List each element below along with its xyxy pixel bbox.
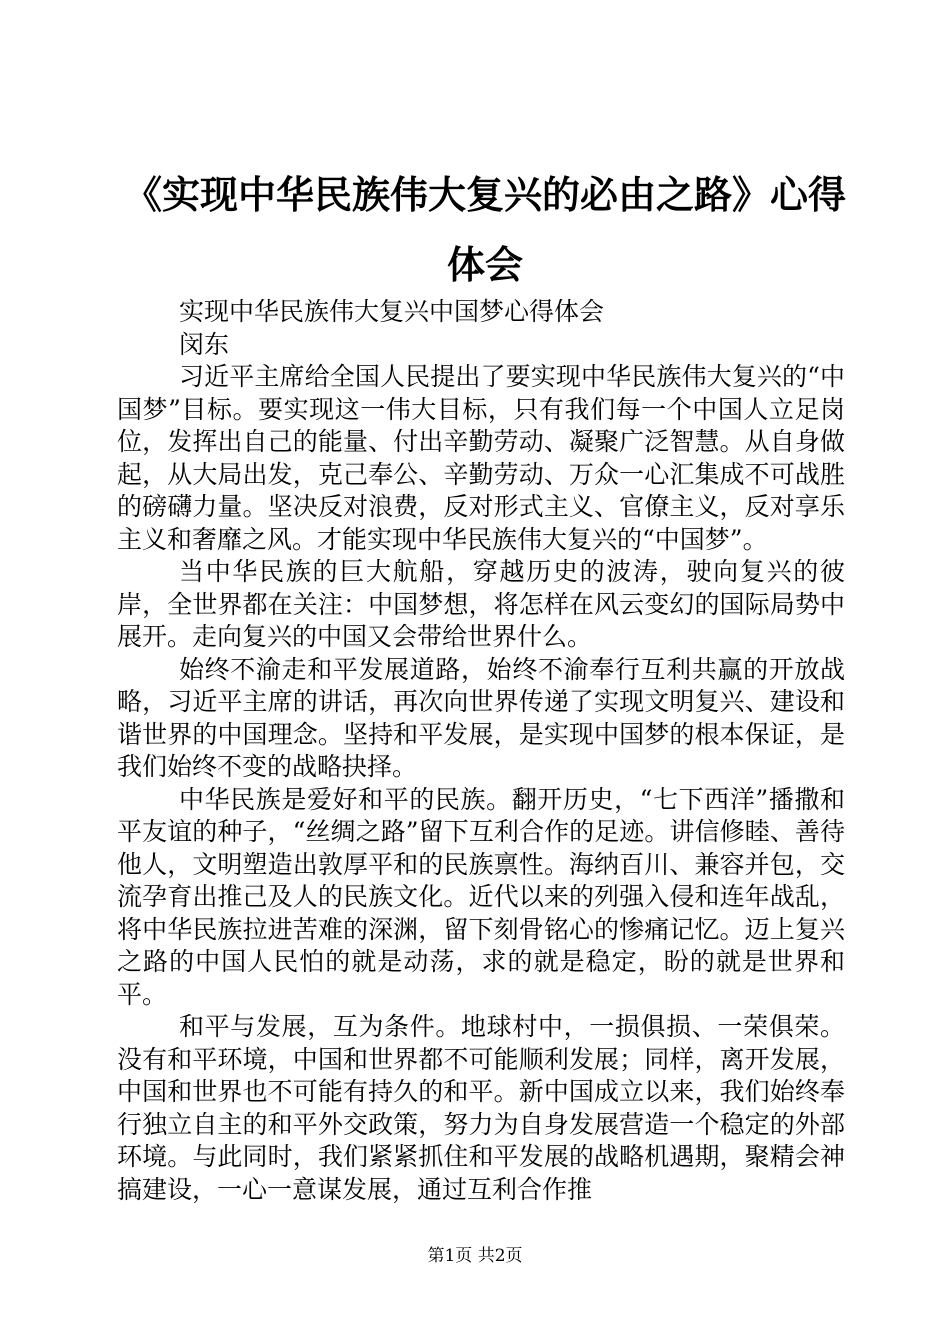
document-author: 闵东 [179, 329, 230, 359]
paragraph-3: 始终不渝走和平发展道路，始终不渝奉行互利共赢的开放战略，习近平主席的讲话，再次向世界传递了实现文明复兴、建设和谐世界的中国理念。坚持和平发展，是实现中国梦的根本保证，是我们始终不变的战略抉择。 [117, 654, 845, 781]
page-number-footer: 第1页 共2页 [427, 1246, 523, 1266]
document-subtitle: 实现中华民族伟大复兴中国梦心得体会 [179, 297, 605, 326]
document-body [117, 296, 845, 1206]
paragraph-1: 习近平主席给全国人民提出了要实现中华民族伟大复兴的“中国梦”目标。要实现这一伟大目标，只有我们每一个中国人立足岗位，发挥出自己的能量、付出辛勤劳动、凝聚广泛智慧。从自身做起，从大局出发，克己奉公、辛勤劳动、万众一心汇集成不可战胜的磅礴力量。坚决反对浪费，反对形式主义、官僚主义，反对享乐主义和奢靡之风。才能实现中华民族伟大复兴的“中国梦”。 [117, 362, 845, 554]
paragraph-5: 和平与发展，互为条件。地球村中，一损俱损、一荣俱荣。没有和平环境，中国和世界都不可能顺利发展；同样，离开发展，中国和世界也不可能有持久的和平。新中国成立以来，我们始终奉行独立自主的和平外交政策，努力为自身发展营造一个稳定的外部环境。与此同时，我们紧紧抓住和平发展的战略机遇期，聚精会神搞建设，一心一意谋发展，通过互利合作推 [117, 1012, 845, 1204]
paragraph-4: 中华民族是爱好和平的民族。翻开历史，“七下西洋”播撒和平友谊的种子，“丝绸之路”留下互利合作的足迹。讲信修睦、善待他人，文明塑造出敦厚平和的民族禀性。海纳百川、兼容并包，交流孕育出推己及人的民族文化。近代以来的列强入侵和连年战乱，将中华民族拉进苦难的深渊，留下刻骨铭心的惨痛记忆。迈上复兴之路的中国人民怕的就是动荡，求的就是稳定，盼的就是世界和平。 [117, 784, 845, 1009]
paragraph-2: 当中华民族的巨大航船，穿越历史的波涛，驶向复兴的彼岸，全世界都在关注：中国梦想，将怎样在风云变幻的国际局势中展开。走向复兴的中国又会带给世界什么。 [117, 557, 845, 651]
document-title: 《实现中华民族伟大复兴的必由之路》心得体会 [123, 173, 846, 287]
